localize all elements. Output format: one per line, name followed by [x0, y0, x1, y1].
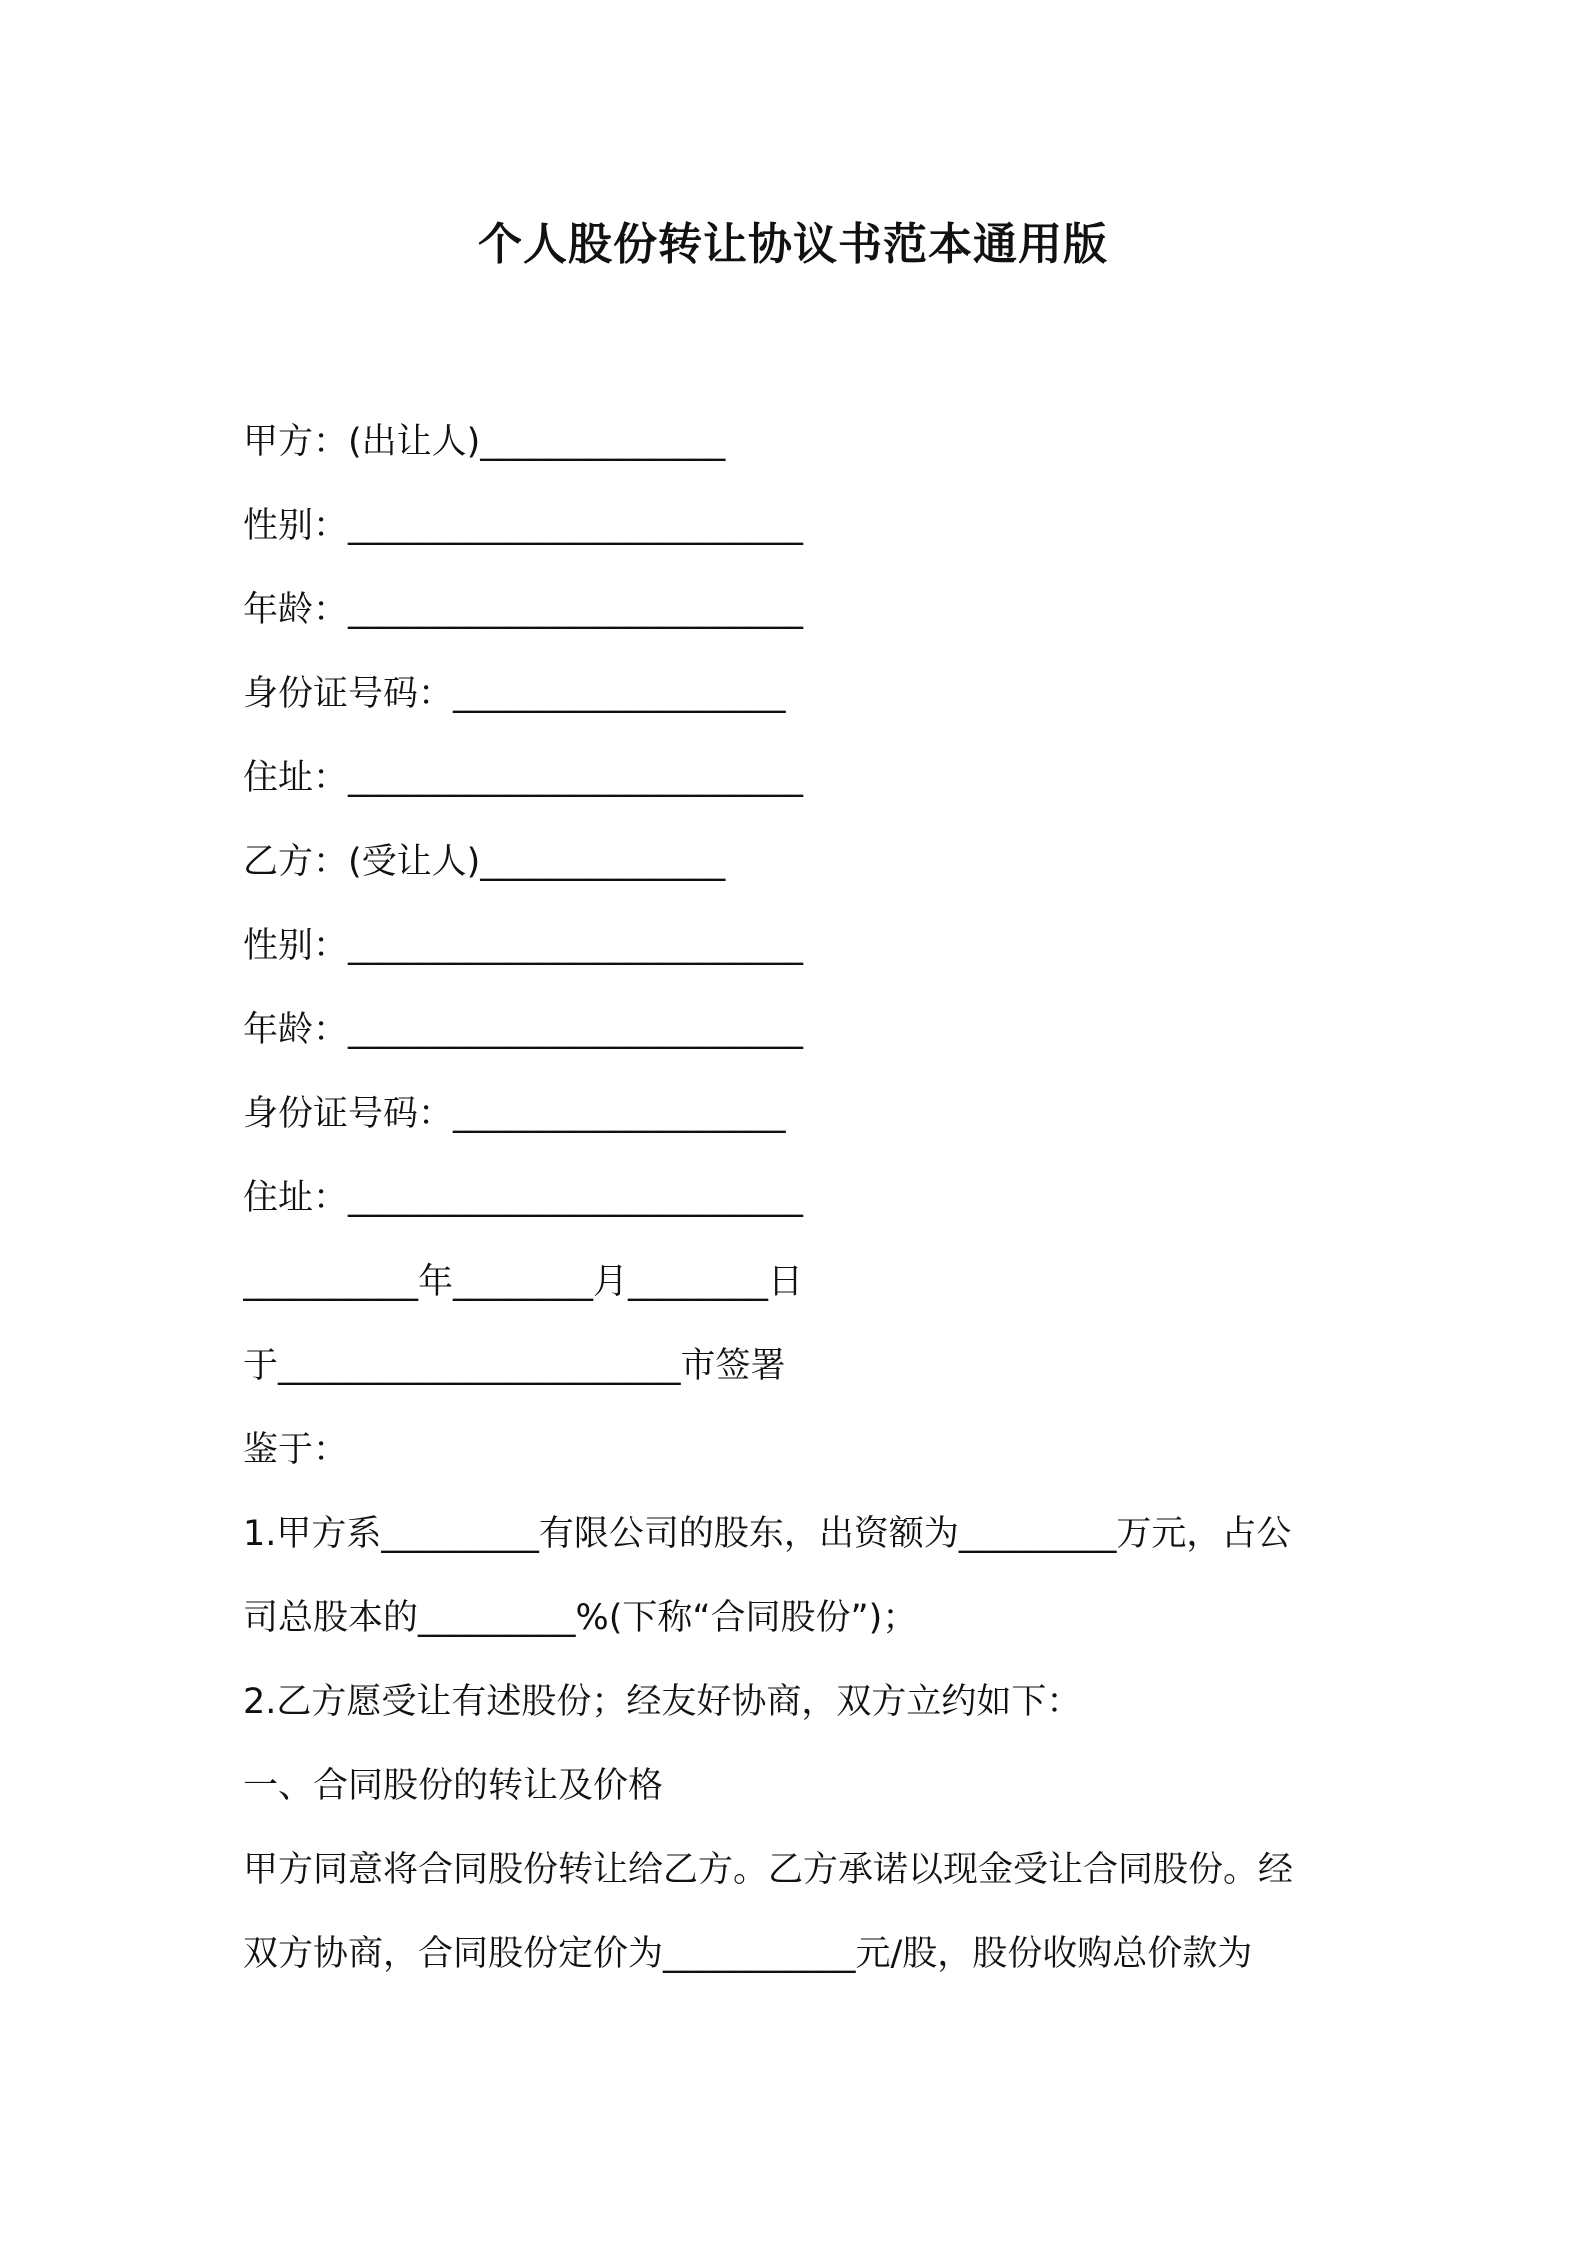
recital-1-line-2: 司总股本的_________%(下称“合同股份”)；	[243, 1598, 918, 1638]
party-b-buyer-line: 乙方：(受让人)______________	[243, 842, 726, 882]
party-a-seller-line: 甲方：(出让人)______________	[243, 422, 726, 462]
signing-date-line: __________年________月________日	[243, 1262, 804, 1302]
party-b-age-line: 年龄：__________________________	[243, 1010, 804, 1050]
section-1-paragraph-line-1: 甲方同意将合同股份转让给乙方。乙方承诺以现金受让合同股份。经	[243, 1850, 1294, 1890]
party-a-id-number-line: 身份证号码：___________________	[243, 674, 786, 714]
recital-1-line-1: 1.甲方系_________有限公司的股东，出资额为_________万元，占公	[243, 1514, 1292, 1554]
section-1-paragraph-line-2: 双方协商，合同股份定价为___________元/股，股份收购总价款为	[243, 1934, 1253, 1974]
document-title: 个人股份转让协议书范本通用版	[478, 219, 1108, 270]
recital-2-line: 2.乙方愿受让有述股份；经友好协商，双方立约如下：	[243, 1682, 1082, 1722]
document-body	[243, 400, 1358, 1996]
section-1-heading: 一、合同股份的转让及价格	[243, 1766, 664, 1806]
party-a-gender-line: 性别：__________________________	[243, 506, 804, 546]
party-b-address-line: 住址：__________________________	[243, 1178, 804, 1218]
party-a-age-line: 年龄：__________________________	[243, 590, 804, 630]
signing-place-line: 于_______________________市签署	[243, 1346, 786, 1386]
whereas-heading: 鉴于：	[243, 1430, 349, 1470]
party-b-gender-line: 性别：__________________________	[243, 926, 804, 966]
party-a-address-line: 住址：__________________________	[243, 758, 804, 798]
party-b-id-number-line: 身份证号码：___________________	[243, 1094, 786, 1134]
